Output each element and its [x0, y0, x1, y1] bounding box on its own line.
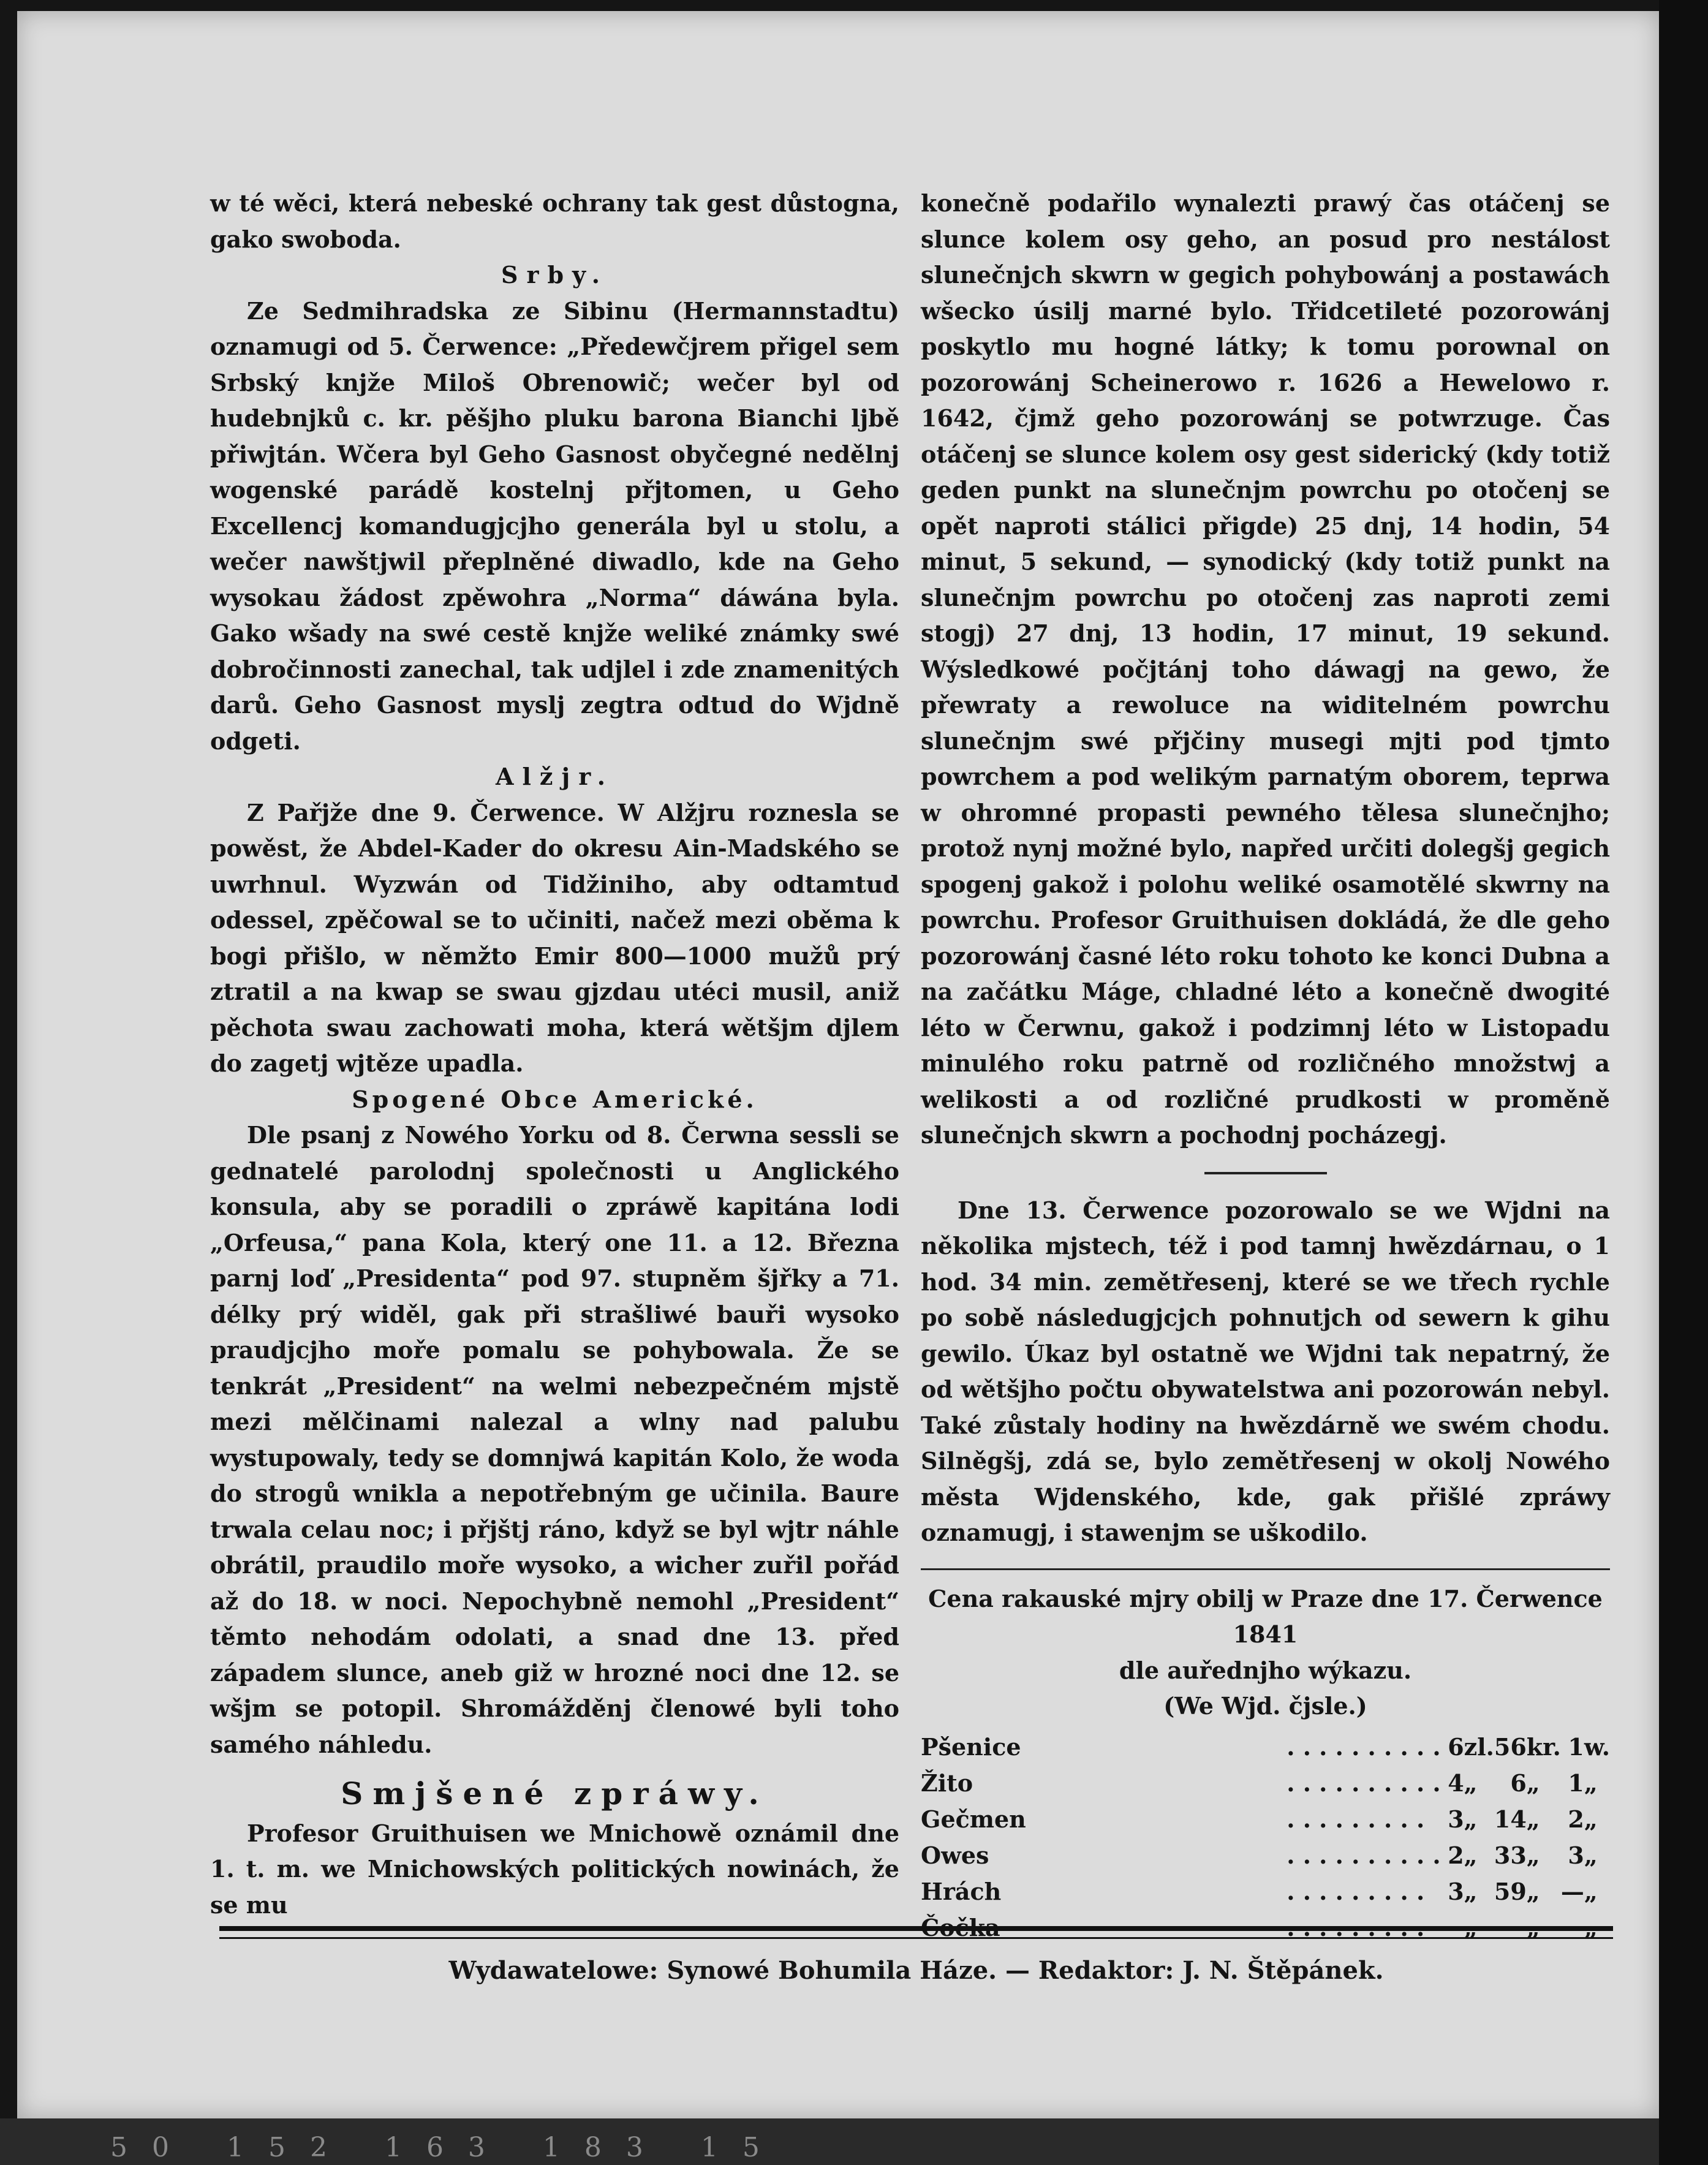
unit: „ — [1526, 1841, 1540, 1869]
grain-name: Hrách — [921, 1877, 1002, 1905]
price-row — [921, 1874, 1610, 1910]
scan-border — [1659, 0, 1708, 2165]
paragraph-america: Dle psanj z Nowého Yorku od 8. Čerwna sessli se gednatelé parolodnj společnosti u Anglického konsula, aby se poradili o zpráwě kapitána lodi „Orfeusa,“ pana Kola, který one 11. a 12. Března parnj loď „Presidenta“ pod 97. stupněm šjřky a 71. délky prý widěl, gak při strašliwé bauři wysoko praudjcjho moře pomalu se pohybowala. Že se tenkrát „President“ na welmi nebezpečném mjstě mezi mělčinami nalezal a wlny nad palubu wystupowaly, tedy se domnjwá kapitán Kolo, že woda do strogů wnikla a nepotřebným ge učinila. Baure trwala celau noc; i přjštj ráno, když se byl wjtr náhle obrátil, praudilo moře wysoko, a wicher zuřil pořád až do 18. w noci. Nepochybně nemohl „President“ těmto nehodám odolati, a snad dne 13. před západem slunce, aneb giž w hrozné noci dne 12. se wšjm se potopil. Shromážděnj členowé byli toho samého náhledu. — [210, 1121, 899, 1758]
grain-name: Owes — [921, 1841, 989, 1869]
price-zl: 4 — [1448, 1769, 1464, 1797]
price-zl: 6 — [1448, 1732, 1464, 1761]
price-row — [921, 1802, 1610, 1838]
heading-alzir: Alžjr. — [495, 763, 614, 790]
grain-name: Gečmen — [921, 1805, 1026, 1833]
unit: „ — [1464, 1769, 1478, 1797]
unit: kr. — [1526, 1732, 1561, 1761]
price-zl: 2 — [1448, 1841, 1464, 1869]
price-d: 1 — [1568, 1769, 1584, 1797]
unit: „ — [1464, 1805, 1478, 1833]
paragraph-earthquake: Dne 13. Čerwence pozorowalo se we Wjdni na několika mjstech, též i pod tamnj hwězdárnau, o 1 hod. 34 min. zemětřesenj, které se we třech rychle po sobě následugjcjch pohnutjch od sewern k gihu gewilo. Úkaz byl ostatně we Wjdni tak nepatrný, že od wětšjho počtu obywatelstwa ani pozorowán nebyl. Také zůstaly hodiny na hwězdárně we swém chodu. Silněgšj, zdá se, bylo zemětřesenj w okolj Nowého města Wjdenského, kde, gak přišlé zpráwy oznamugj, i stawenjm se uškodilo. — [921, 1196, 1610, 1546]
price-row — [921, 1766, 1610, 1802]
grain-name: Žito — [921, 1769, 973, 1797]
leader-dots: . . . . . . . . . . — [1287, 1841, 1441, 1869]
divider — [1204, 1172, 1327, 1174]
footer-rule — [219, 1926, 1613, 1931]
price-d: — — [1560, 1877, 1584, 1905]
unit: „ — [1526, 1877, 1540, 1905]
newspaper-page — [17, 11, 1659, 2118]
heading-mixed-news: Smjšené zpráwy. — [341, 1775, 769, 1812]
price-zl: 3 — [1448, 1877, 1464, 1905]
leader-dots: . . . . . . . . . . — [1287, 1732, 1441, 1761]
price-kr: 6 — [1510, 1769, 1527, 1797]
price-subtitle: dle auřednjho wýkazu. — [1119, 1656, 1412, 1684]
price-kr: 33 — [1494, 1841, 1527, 1869]
right-column — [921, 186, 1610, 1946]
price-zl: 3 — [1448, 1805, 1464, 1833]
unit: „ — [1526, 1805, 1540, 1833]
dateline: Z Pařjže dne 9. Čerwence. — [247, 798, 605, 826]
price-kr: 56 — [1494, 1732, 1527, 1761]
leader-dots: . . . . . . . . . . — [1287, 1769, 1441, 1797]
price-table — [921, 1729, 1610, 1946]
leader-dots: . . . . . . . . . — [1287, 1805, 1425, 1833]
alzir-body: W Alžjru roznesla se powěst, že Abdel-Kader do okresu Ain-Madského se uwrhnul. Wyzwán od Tidžiniho, aby odtamtud odessel, zpěčowal se to učiniti, načež mezi oběma k bogi přišlo, w němžto Emir 800—1000 mužů prý ztratil a na kwap se swau gjzdau utéci musil, aniž pěchota swau zachowati moha, která wětšjm djlem do zagetj wjtěze upadla. — [210, 798, 900, 1077]
divider — [921, 1568, 1610, 1570]
price-kr: 14 — [1494, 1805, 1527, 1833]
scan-margin-numbers: 50 152 163 183 15 — [110, 2132, 784, 2163]
paragraph: w té wěci, která nebeské ochrany tak gest důstogna, gako swoboda. — [210, 189, 899, 253]
paragraph-mixed-start: Profesor Gruithuisen we Mnichowě oznámil dne 1. t. m. we Mnichowských politických nowinách, že se mu — [210, 1819, 899, 1919]
price-title: Cena rakauské mjry obilj w Praze dne 17. Čerwence 1841 — [928, 1584, 1603, 1648]
unit: „ — [1584, 1769, 1598, 1797]
unit: zl. — [1464, 1732, 1494, 1761]
unit: „ — [1464, 1877, 1478, 1905]
footer-rule — [219, 1937, 1613, 1939]
price-row — [921, 1838, 1610, 1874]
heading-america: Spogené Obce Americké. — [352, 1085, 758, 1113]
paragraph-alzir — [210, 795, 899, 1082]
left-column — [210, 186, 899, 1923]
unit: w. — [1584, 1732, 1610, 1761]
unit: „ — [1584, 1841, 1598, 1869]
price-row — [921, 1729, 1610, 1766]
paragraph-srby: Ze Sedmihradska ze Sibinu (Hermannstadtu) oznamugi od 5. Čerwence: „Předewčjrem přigel sem Srbský knjže Miloš Obrenowič; wečer byl od hudebnjků c. kr. pěšjho pluku barona Bianchi ljbě přiwjtán. Wčera byl Geho Gasnost obyčegné nedělnj wogenské parádě kostelnj přjtomen, u Geho Excellencj komandugjcjho generála byl u stolu, a wečer nawštjwil přeplněné diwadlo, kde na Geho wysokau žádost zpěwohra „Norma“ dáwána byla. Gako wšady na swé cestě knjže weliké známky swé dobročinnosti zanechal, tak udjlel i zde znamenitých darů. Geho Gasnost myslj zegtra odtud do Wjdně odgeti. — [210, 297, 899, 755]
price-d: 1 — [1568, 1732, 1584, 1761]
unit: „ — [1584, 1805, 1598, 1833]
imprint-footer: Wydawatelowe: Synowé Bohumila Háze. — Redaktor: J. N. Štěpánek. — [448, 1956, 1384, 1985]
grain-name: Pšenice — [921, 1732, 1021, 1761]
leader-dots: . . . . . . . . . — [1287, 1877, 1425, 1905]
price-kr: 59 — [1494, 1877, 1527, 1905]
heading-srby: Srby. — [501, 261, 608, 289]
unit: „ — [1526, 1769, 1540, 1797]
unit: „ — [1464, 1841, 1478, 1869]
unit: „ — [1584, 1877, 1598, 1905]
price-note: (We Wjd. čjsle.) — [1163, 1692, 1367, 1720]
price-d: 3 — [1568, 1841, 1584, 1869]
paragraph-mixed-cont: konečně podařilo wynalezti prawý čas otáčenj se slunce kolem osy geho, an posud pro nestálost slunečnjch skwrn w gegich pohybowánj a postawách wšecko úsilj marné bylo. Třidcetileté pozorowánj poskytlo mu hogné látky; k tomu porownal on pozorowánj Scheinerowo r. 1626 a Hewelowo r. 1642, čjmž geho pozorowánj se potwrzuge. Čas otáčenj se slunce kolem osy gest siderický (kdy totiž geden punkt na slunečnjm powrchu po otočenj se opět naproti stálici přigde) 25 dnj, 14 hodin, 54 minut, 5 sekund, — synodický (kdy totiž punkt na slunečnjm powrchu po otočenj zas naproti zemi stogj) 27 dnj, 13 hodin, 17 minut, 19 sekund. Wýsledkowé počjtánj toho dáwagj na gewo, že přewraty a rewoluce na widitelném powrchu slunečnjm swé přjčiny musegi mjti pod tjmto powrchem a pod welikým parnatým oborem, teprwa w ohromné propasti pewného tělesa slunečnjho; protož nynj možné bylo, napřed určiti dolegšj gegich spogenj gakož i polohu weliké osamotělé skwrny na powrchu. Profesor Gruithuisen dokládá, že dle geho pozorowánj časné léto roku tohoto ke konci Dubna a na začátku Máge, chladné léto a konečně dwogité léto w Čerwnu, gakož i podzimnj léto w Listopadu minulého roku patrně od rozličného množstwj a welikosti a od rozličné prudkosti w proměně slunečnjch skwrn a pochodnj pocházegj. — [921, 189, 1610, 1149]
price-d: 2 — [1568, 1805, 1584, 1833]
